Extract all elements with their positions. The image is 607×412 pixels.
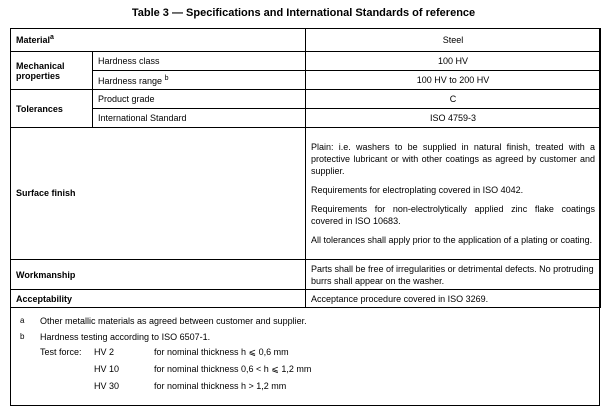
test-force-value: HV 30: [94, 381, 120, 391]
test-force-condition: for nominal thickness 0,6 < h ⩽ 1,2 mm: [154, 364, 312, 374]
footnote-a-key: a: [20, 316, 25, 325]
mechanical-properties-label: Mechanical properties: [11, 51, 93, 90]
surface-finish-paragraph: Plain: i.e. washers to be supplied in natural finish, treated with a protective lubricant or with other coatings as agreed by customer and supplier.: [311, 141, 596, 176]
test-force-value: HV 2: [94, 347, 115, 357]
acceptability-label: Acceptability: [11, 290, 306, 308]
test-force-condition: for nominal thickness h > 1,2 mm: [154, 381, 287, 391]
hardness-range-value: 100 HV to 200 HV: [306, 70, 601, 90]
footnote-ref-a: a: [50, 34, 54, 42]
product-grade-label: Product grade: [93, 90, 306, 109]
test-force-value: HV 10: [94, 364, 120, 374]
surface-finish-paragraph: All tolerances shall apply prior to the application of a plating or coating.: [311, 234, 593, 245]
footnote-b-key: b: [20, 332, 25, 341]
surface-finish-paragraph: Requirements for non-electrolytically applied zinc flake coatings covered in ISO 10683.: [311, 203, 596, 226]
material-label: Material$^a$: [11, 29, 306, 52]
hardness-class-value: 100 HV: [306, 51, 601, 70]
footnote-a-text: Other metallic materials as agreed between customer and supplier.: [40, 316, 307, 326]
hardness-range-label: Hardness range $^b$: [93, 70, 306, 90]
footnote-ref-b: b: [164, 74, 169, 82]
material-value: Steel: [306, 29, 601, 52]
test-force-condition: for nominal thickness h ⩽ 0,6 mm: [154, 347, 289, 357]
test-force-label: Test force:: [40, 347, 82, 357]
footnote-b-text: Hardness testing according to ISO 6507-1.: [40, 332, 211, 342]
surface-finish-paragraph: Requirements for electroplating covered in ISO 4042.: [311, 184, 524, 195]
hardness-class-label: Hardness class: [93, 51, 306, 70]
workmanship-label: Workmanship: [11, 260, 306, 290]
product-grade-value: C: [306, 90, 601, 109]
table-title: Table 3 — Specifications and International Standards of reference: [131, 7, 476, 19]
acceptability-value: Acceptance procedure covered in ISO 3269.: [306, 290, 601, 308]
international-standard-value: ISO 4759-3: [306, 109, 601, 128]
tolerances-label: Tolerances: [11, 90, 93, 127]
surface-finish-label: Surface finish: [11, 127, 306, 259]
international-standard-label: International Standard: [93, 109, 306, 128]
workmanship-value: Parts shall be free of irregularities or detrimental defects. No protruding burrs shall appear on the washer.: [306, 260, 601, 290]
